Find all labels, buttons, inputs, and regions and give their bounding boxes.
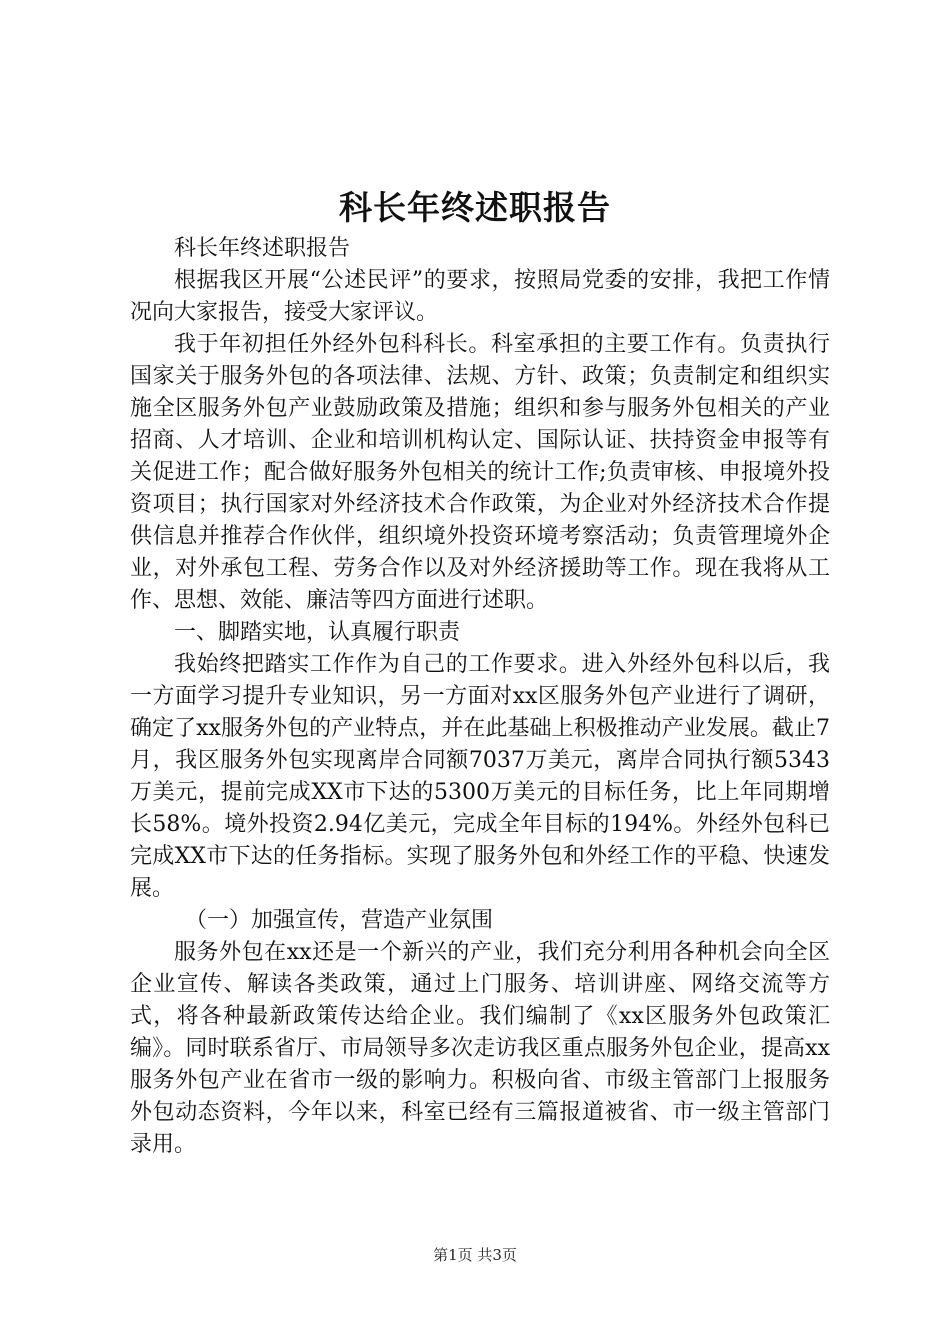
intro-paragraph: 根据我区开展“公述民评”的要求，按照局党委的安排，我把工作情况向大家报告，接受大家评议。 — [130, 268, 830, 325]
page-number-footer: 第1页 共3页 — [433, 1246, 517, 1264]
subtitle-paragraph: 科长年终述职报告 — [174, 236, 351, 261]
section-1-paragraph: 我始终把踏实工作作为自己的工作要求。进入外经外包科以后，我一方面学习提升专业知识，另一方面对xx区服务外包产业进行了调研，确定了xx服务外包的产业特点，并在此基础上积极推动产业发展。截止7月，我区服务外包实现离岸合同额7037万美元，离岸合同执行额5343万美元，提前完成XX市下达的5300万美元的目标任务，比上年同期增长58%。境外投资2.94亿美元，完成全年目标的194%。外经外包科已完成XX市下达的任务指标。实现了服务外包和外经工作的平稳、快速发展。 — [130, 652, 830, 901]
document-body — [130, 233, 830, 1161]
duties-paragraph: 我于年初担任外经外包科科长。科室承担的主要工作有。负责执行国家关于服务外包的各项法律、法规、方针、政策；负责制定和组织实施全区服务外包产业鼓励政策及措施；组织和参与服务外包相关的产业招商、人才培训、企业和培训机构认定、国际认证、扶持资金申报等有关促进工作；配合做好服务外包相关的统计工作;负责审核、申报境外投资项目；执行国家对外经济技术合作政策，为企业对外经济技术合作提供信息并推荐合作伙伴，组织境外投资环境考察活动；负责管理境外企业，对外承包工程、劳务合作以及对外经济援助等工作。现在我将从工作、思想、效能、廉洁等四方面进行述职。 — [130, 332, 830, 613]
section-heading-1: 一、脚踏实地，认真履行职责 — [174, 620, 461, 645]
document-title: 科长年终述职报告 — [339, 188, 611, 227]
subsection-heading-1: （一）加强宣传，营造产业氛围 — [185, 908, 494, 933]
subsection-1-paragraph: 服务外包在xx还是一个新兴的产业，我们充分利用各种机会向全区企业宣传、解读各类政策，通过上门服务、培训讲座、网络交流等方式，将各种最新政策传达给企业。我们编制了《xx区服务外包政策汇编》。同时联系省厅、市局领导多次走访我区重点服务外包企业，提高xx服务外包产业在省市一级的影响力。积极向省、市级主管部门上报服务外包动态资料，今年以来，科室已经有三篇报道被省、市一级主管部门录用。 — [130, 940, 830, 1157]
